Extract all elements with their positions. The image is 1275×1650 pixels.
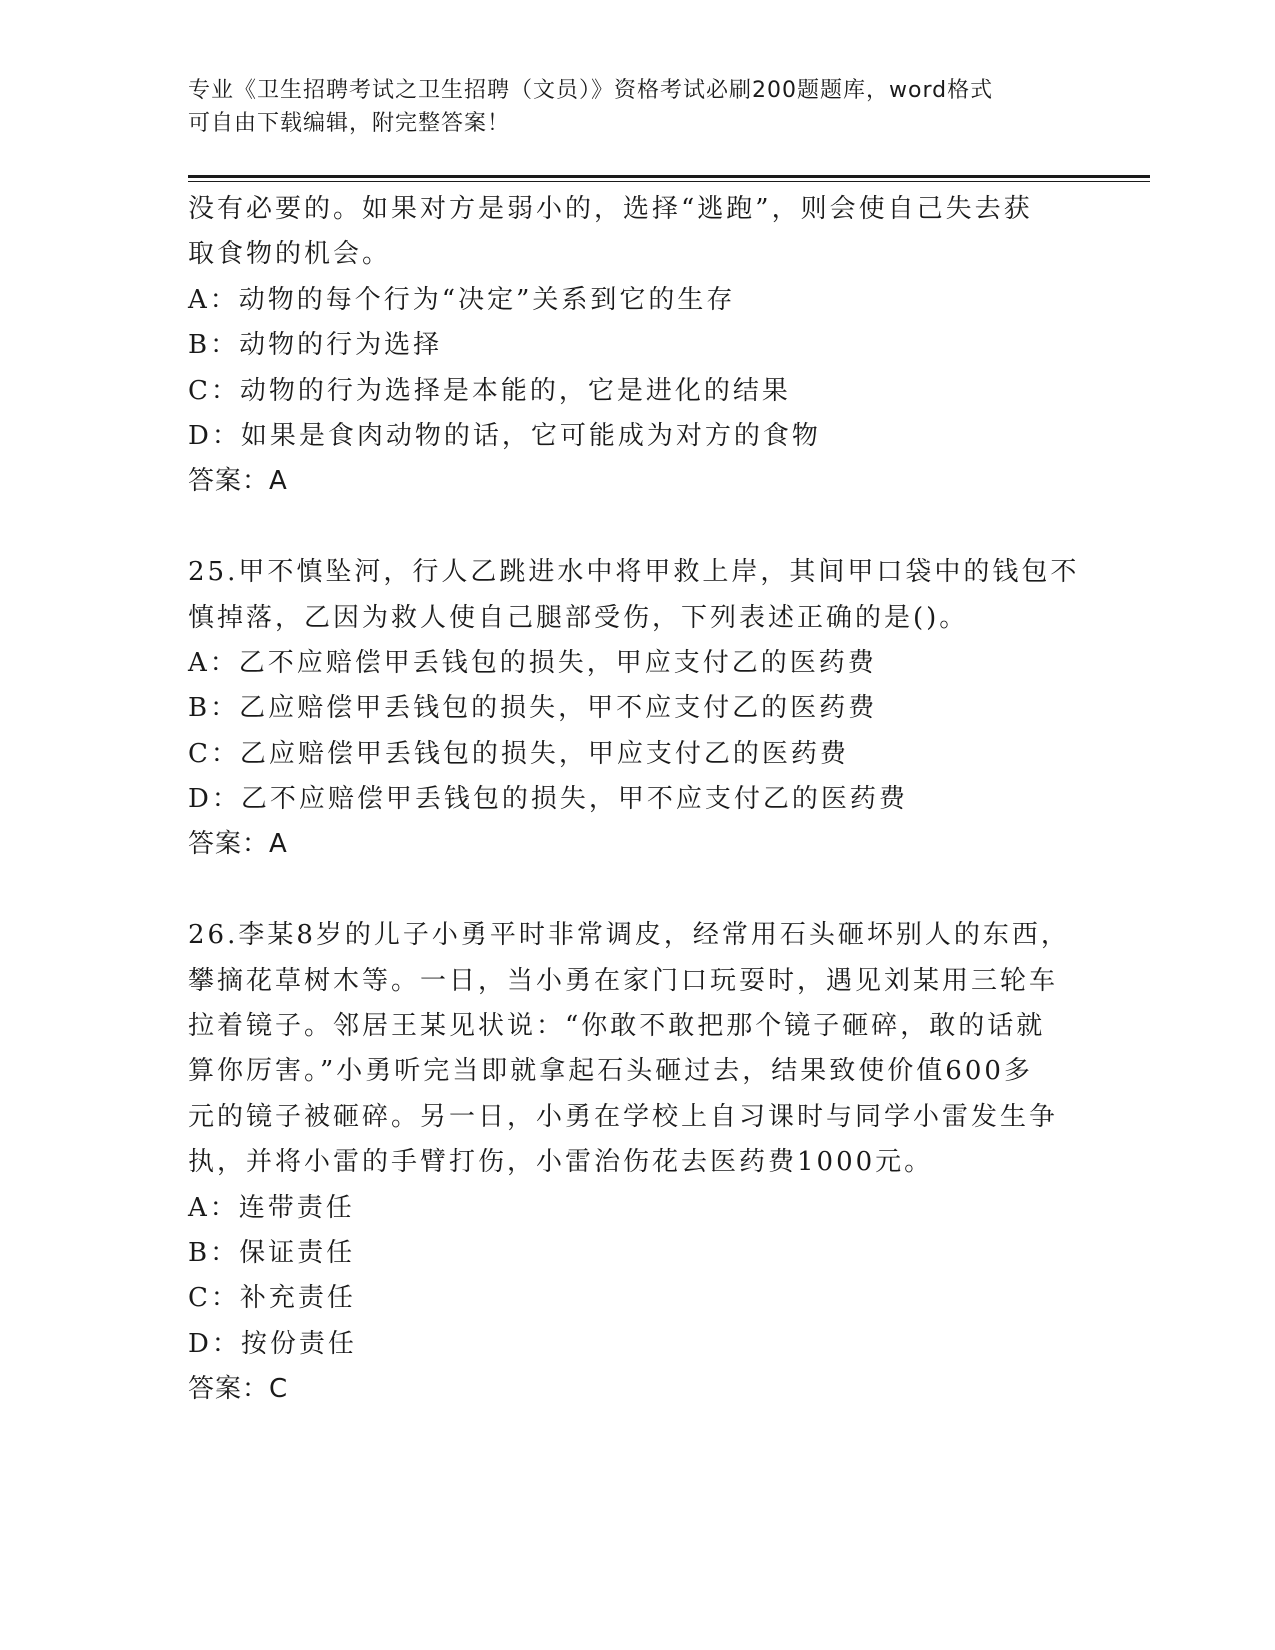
option-d: D：如果是食肉动物的话，它可能成为对方的食物 (188, 420, 821, 451)
header-divider-thick (188, 175, 1150, 178)
blank-line (188, 505, 1118, 550)
question-text-line: 没有必要的。如果对方是弱小的，选择“逃跑”，则会使自己失去获 (188, 194, 1033, 224)
question-text-line: 元的镜子被砸碎。另一日，小勇在学校上自习课时与同学小雷发生争 (188, 1101, 1059, 1132)
question-24-continued (188, 187, 1118, 505)
option-c: C：乙应赔偿甲丢钱包的损失，甲应支付乙的医药费 (188, 738, 849, 769)
option-a: A：连带责任 (188, 1192, 355, 1223)
option-d: D：按份责任 (188, 1328, 357, 1359)
option-d: D：乙不应赔偿甲丢钱包的损失，甲不应支付乙的医药费 (188, 784, 908, 815)
question-text-line: 攀摘花草树木等。一日，当小勇在家门口玩耍时，遇见刘某用三轮车 (188, 965, 1059, 996)
option-a: A：动物的每个行为“决定”关系到它的生存 (188, 284, 736, 315)
question-26 (188, 913, 1118, 1412)
question-text-line: 25.甲不慎坠河，行人乙跳进水中将甲救上岸，其间甲口袋中的钱包不 (188, 557, 1080, 588)
answer-label: 答案：C (188, 1374, 289, 1405)
question-text-line: 执，并将小雷的手臂打伤，小雷治伤花去医药费1000元。 (188, 1147, 934, 1178)
option-b: B：保证责任 (188, 1237, 356, 1268)
option-b: B：乙应赔偿甲丢钱包的损失，甲不应支付乙的医药费 (188, 693, 878, 724)
question-text-line: 取食物的机会。 (188, 239, 392, 270)
question-text-line: 拉着镜子。邻居王某见状说：“你敢不敢把那个镜子砸碎，敢的话就 (188, 1011, 1046, 1042)
option-c: C：补充责任 (188, 1283, 356, 1314)
question-text-line: 算你厉害。”小勇听完当即就拿起石头砸过去，结果致使价值600多 (188, 1056, 1033, 1087)
answer-label: 答案：A (188, 829, 288, 860)
option-b: B：动物的行为选择 (188, 330, 443, 361)
document-body (188, 187, 1118, 1413)
answer-label: 答案：A (188, 466, 288, 497)
option-c: C：动物的行为选择是本能的，它是进化的结果 (188, 375, 791, 406)
option-a: A：乙不应赔偿甲丢钱包的损失，甲应支付乙的医药费 (188, 647, 877, 678)
blank-line (188, 868, 1118, 913)
question-25 (188, 550, 1118, 868)
question-text-line: 26.李某8岁的儿子小勇平时非常调皮，经常用石头砸坏别人的东西， (188, 920, 1070, 951)
header-divider-thin (188, 181, 1150, 182)
header-title-line-2: 可自由下载编辑，附完整答案！ (188, 111, 511, 136)
header-title-line-1: 专业《卫生招聘考试之卫生招聘（文员）》资格考试必刷200题题库，word格式 (188, 78, 994, 103)
page-header (188, 74, 1088, 140)
question-text-line: 慎掉落，乙因为救人使自己腿部受伤，下列表述正确的是()。 (188, 602, 969, 633)
